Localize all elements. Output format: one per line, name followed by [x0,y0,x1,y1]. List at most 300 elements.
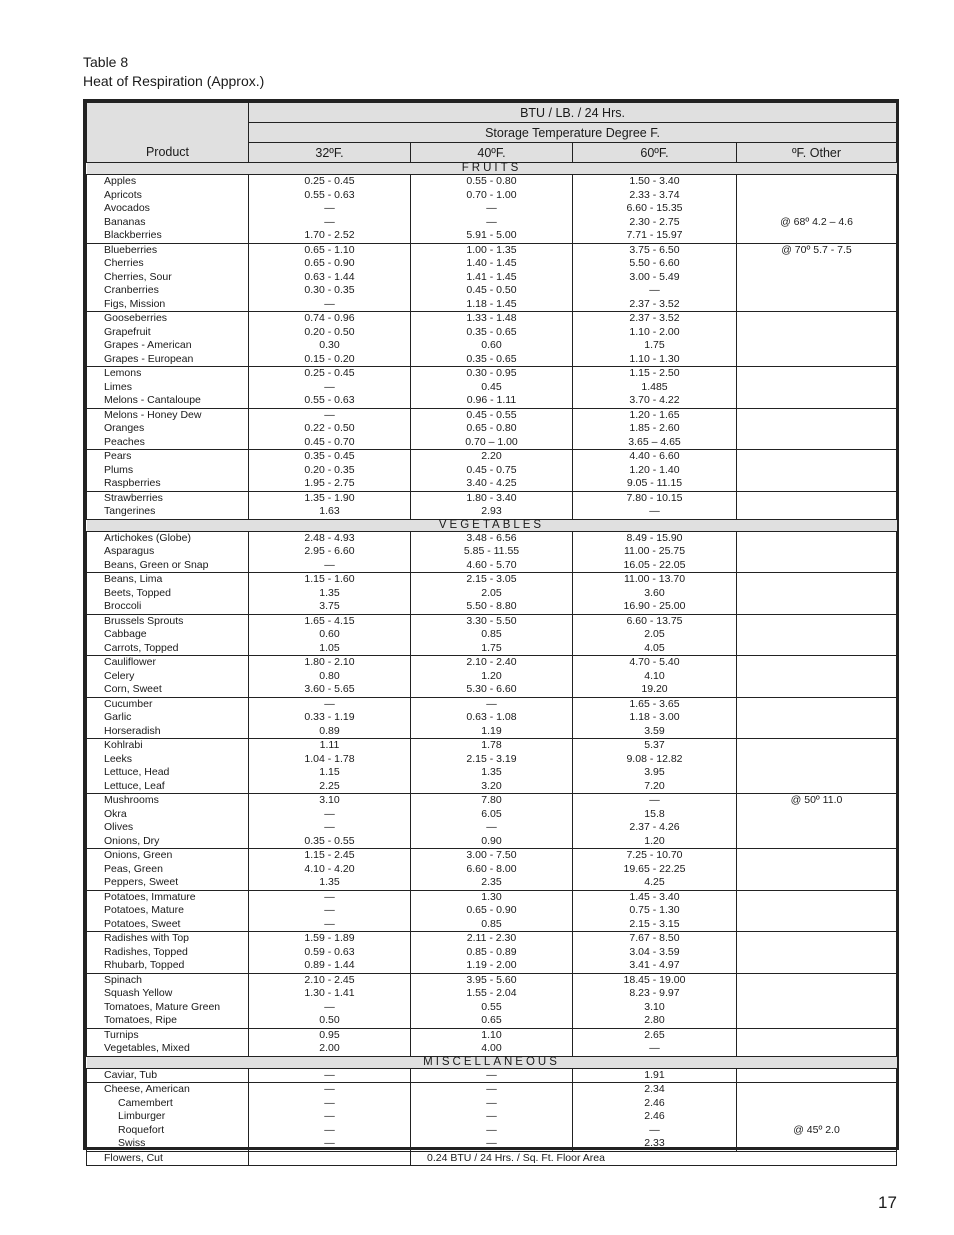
value: 1.20 [481,669,502,682]
value: — [324,1000,335,1013]
value [737,642,896,656]
temp-60f-cell [573,973,737,1028]
value: — [486,215,497,228]
temp-40f-cell [411,243,573,312]
temp-40f-cell [411,531,573,573]
value: 0.59 - 0.63 [304,945,355,958]
value: 16.05 - 22.05 [623,558,686,571]
temp-32f-cell [249,890,411,932]
other-temp-cell [737,175,897,244]
value: 2.80 [644,1014,665,1026]
value: — [649,1123,660,1136]
value [737,683,896,697]
value: 3.65 – 4.65 [628,435,681,448]
temp-32f-cell [249,1151,411,1166]
temp-32f-cell [249,739,411,794]
value: 1.50 - 3.40 [629,175,680,187]
section-header [87,519,897,531]
floor-area-note: 0.24 BTU / 24 Hrs. / Sq. Ft. Floor Area [411,1151,897,1166]
other-temp-cell [737,312,897,367]
value: — [324,1137,335,1149]
row-group [87,697,897,739]
value: 7.71 - 15.97 [626,229,683,241]
value: 4.05 [644,641,665,654]
value: 3.00 - 5.49 [629,270,680,283]
product-cell [87,739,249,794]
product-name: Beans, Green or Snap [104,558,209,571]
value: 3.10 [319,794,340,806]
temp-60f-cell [573,1068,737,1083]
value: 3.41 - 4.97 [629,959,680,971]
value: 1.35 - 1.90 [304,491,355,504]
value: 7.80 - 10.15 [626,491,683,504]
product-cell [87,573,249,615]
value: 0.45 - 0.55 [466,408,517,421]
value: 0.85 - 0.89 [466,945,517,958]
product-name: Beans, Lima [104,573,163,585]
value: — [324,1123,335,1136]
value: 2.11 - 2.30 [466,932,517,944]
product-name: Turnips [104,1028,139,1041]
final-row [87,1151,897,1166]
value: 5.85 - 11.55 [463,545,520,557]
value: 0.45 - 0.50 [466,284,517,296]
value: 0.35 - 0.65 [466,352,517,365]
product-name: Garlic [104,711,132,723]
product-name: Gooseberries [104,312,168,324]
product-name: Olives [104,821,134,833]
temp-32f-cell [249,450,411,492]
value [737,1083,896,1097]
row-group [87,531,897,573]
value: 1.35 [319,586,340,599]
value: — [324,904,335,916]
table-title: Heat of Respiration (Approx.) [83,73,265,89]
product-name: Potatoes, Immature [104,890,196,903]
value [737,711,896,725]
product-name: Artichokes (Globe) [104,531,191,544]
value: 1.20 [644,834,665,847]
value [737,628,896,642]
value: 1.30 [481,890,502,903]
other-temp-cell [737,890,897,932]
value [737,780,896,794]
value: — [486,202,497,214]
temp-40f-cell [411,973,573,1028]
product-name: Melons - Cantaloupe [104,394,201,406]
value: 19.20 [641,683,668,695]
value: 3.40 - 4.25 [466,477,517,489]
column-header-product: Product [87,143,249,163]
value: 7.67 - 8.50 [629,932,680,944]
row-group [87,973,897,1028]
value: — [486,1096,497,1109]
value: 2.05 [644,628,665,640]
value: 1.75 [481,641,502,654]
product-name: Potatoes, Mature [104,904,184,916]
value: 2.20 [481,450,502,462]
value: 2.15 - 3.15 [629,917,680,930]
other-temp-cell [737,794,897,849]
column-header-32f: 32ºF. [249,143,411,163]
value: 1.04 - 1.78 [304,752,355,765]
product-cell [87,656,249,698]
value: — [324,821,335,833]
product-name: Roquefort [118,1123,165,1136]
row-group [87,491,897,519]
product-cell [87,614,249,656]
value [737,339,896,353]
value: — [324,297,335,310]
value [737,464,896,478]
page-number: 17 [878,1193,897,1212]
value: 5.91 - 5.00 [466,229,517,241]
temp-40f-cell [411,739,573,794]
value: 4.25 [644,876,665,888]
value: 0.65 - 1.10 [304,243,355,256]
value [737,573,896,587]
value [737,1137,896,1151]
value: 1.485 [641,380,668,393]
temp-32f-cell [249,932,411,974]
value: 0.25 - 0.45 [304,175,355,187]
row-group [87,1068,897,1083]
value: 2.46 [644,1110,665,1122]
temp-60f-cell [573,1083,737,1152]
product-name: Melons - Honey Dew [104,408,202,421]
other-temp-cell [737,1028,897,1056]
value: 0.60 [319,628,340,640]
value: 0.63 - 1.44 [304,270,355,283]
other-temp-cell [737,1083,897,1152]
row-group [87,1028,897,1056]
value: 2.37 - 3.52 [629,312,680,324]
value: — [324,917,335,930]
value: 4.00 [481,1042,502,1054]
row-group [87,367,897,409]
value [737,422,896,436]
value: 6.60 - 8.00 [466,862,517,875]
temp-60f-cell [573,849,737,891]
value [737,257,896,271]
value: — [486,1137,497,1149]
other-temp-cell [737,531,897,573]
value: 0.33 - 1.19 [304,711,355,723]
temp-32f-cell [249,1068,411,1083]
product-name: Blackberries [104,229,162,241]
value: 0.70 - 1.00 [466,188,517,201]
row-group [87,794,897,849]
value: — [324,1068,335,1081]
value: 1.55 - 2.04 [466,987,517,999]
value: 1.80 - 3.40 [466,491,517,504]
value: 1.78 [481,739,502,751]
value [737,600,896,614]
product-name: Spinach [104,973,142,986]
column-header-60f: 60ºF. [573,143,737,163]
product-cell [87,450,249,492]
temp-40f-cell [411,849,573,891]
column-header-40f: 40ºF. [411,143,573,163]
product-name: Grapes - European [104,352,194,365]
product-cell [87,175,249,244]
temp-32f-cell [249,312,411,367]
value: 1.10 - 2.00 [629,325,680,338]
temp-32f-cell [249,491,411,519]
product-name: Cranberries [104,284,159,296]
product-name: Broccoli [104,600,142,612]
product-name: Avocados [104,202,150,214]
value [737,698,896,712]
value: 0.80 [319,669,340,682]
value: 1.15 - 1.60 [304,573,355,585]
temp-40f-cell [411,656,573,698]
temp-32f-cell [249,175,411,244]
table-caption [83,53,264,91]
section-title: MISCELLANEOUS [87,1056,897,1068]
temp-32f-cell [249,243,411,312]
product-name: Flowers, Cut [104,1151,163,1164]
value: 1.20 - 1.65 [629,408,680,421]
row-group [87,1083,897,1152]
product-name: Tangerines [104,505,156,517]
value [737,284,896,298]
value [737,367,896,381]
temp-60f-cell [573,408,737,450]
product-name: Horseradish [104,724,161,737]
temp-32f-cell [249,614,411,656]
product-name: Tomatoes, Mature Green [104,1000,221,1013]
row-group [87,243,897,312]
value: 6.60 - 15.35 [626,202,683,214]
value: 18.45 - 19.00 [623,973,686,986]
product-name: Mushrooms [104,794,159,806]
value: 2.35 [481,876,502,888]
value: 3.75 - 6.50 [629,243,680,256]
value: — [324,807,335,820]
value [737,189,896,203]
product-name: Limes [104,380,133,393]
product-name: Beets, Topped [104,586,171,599]
value [737,436,896,450]
value: 0.30 [319,339,340,351]
value [737,298,896,312]
value [737,753,896,767]
temp-60f-cell [573,932,737,974]
value: @ 70º 5.7 - 7.5 [781,243,852,256]
product-name: Tomatoes, Ripe [104,1014,177,1026]
product-name: Apples [104,175,137,187]
temp-32f-cell [249,531,411,573]
product-name: Camembert [118,1096,173,1109]
temp-32f-cell [249,367,411,409]
value: 19.65 - 22.25 [623,862,686,875]
value: 0.30 - 0.35 [304,284,355,296]
section-header [87,1056,897,1068]
row-group [87,408,897,450]
product-cell [87,932,249,974]
value: 1.15 - 2.45 [304,849,355,861]
value: 3.95 - 5.60 [466,973,517,986]
value: 15.8 [644,807,665,820]
temp-60f-cell [573,794,737,849]
value: 0.55 [481,1000,502,1013]
row-group [87,450,897,492]
value: 0.20 - 0.35 [304,463,355,476]
product-cell [87,1068,249,1083]
value [737,271,896,285]
value: 4.70 - 5.40 [629,656,680,668]
value: 4.60 - 5.70 [466,558,517,571]
value: — [649,1042,660,1054]
product-cell [87,491,249,519]
value: @ 68º 4.2 – 4.6 [780,215,853,228]
value: 3.70 - 4.22 [629,394,680,406]
temp-32f-cell [249,573,411,615]
value [737,450,896,464]
value: 1.95 - 2.75 [304,477,355,489]
value: 5.30 - 6.60 [466,683,517,695]
product-cell [87,1151,249,1166]
section-header [87,163,897,175]
value [737,477,896,491]
value: 3.30 - 5.50 [466,614,517,627]
value: 3.20 [481,779,502,792]
value: — [649,505,660,517]
value: 3.75 [319,600,340,612]
product-cell [87,367,249,409]
product-name: Potatoes, Sweet [104,917,181,930]
value: 3.10 [644,1000,665,1013]
value: — [324,202,335,214]
value: 3.60 [644,586,665,599]
value: 3.60 - 5.65 [304,683,355,695]
temp-60f-cell [573,243,737,312]
product-name: Lemons [104,367,142,379]
value [737,725,896,739]
temp-40f-cell [411,312,573,367]
value: 2.48 - 4.93 [304,531,355,544]
temp-32f-cell [249,794,411,849]
value [737,739,896,753]
temp-60f-cell [573,614,737,656]
temp-40f-cell [411,573,573,615]
value: 5.50 - 6.60 [629,257,680,269]
value [737,532,896,546]
value: 1.63 [319,505,340,517]
product-name: Radishes, Topped [104,945,188,958]
value: — [324,408,335,421]
product-cell [87,408,249,450]
row-group [87,932,897,974]
value: — [649,284,660,296]
value: 1.10 - 1.30 [629,352,680,365]
value: — [649,794,660,806]
value: 0.45 - 0.75 [466,463,517,476]
value [737,202,896,216]
value [737,821,896,835]
other-temp-cell [737,573,897,615]
product-name: Carrots, Topped [104,641,179,654]
product-name: Okra [104,807,127,820]
product-name: Pears [104,450,132,462]
value: 1.15 [319,766,340,778]
value: 7.80 [481,794,502,806]
temp-40f-cell [411,367,573,409]
value: 2.46 [644,1096,665,1109]
value: 1.00 - 1.35 [466,243,517,256]
value: @ 50º 11.0 [790,794,843,806]
value: 1.10 [481,1028,502,1041]
value: 1.65 - 3.65 [629,697,680,710]
temp-40f-cell [411,890,573,932]
section-title: FRUITS [87,163,897,175]
value: 2.34 [644,1083,665,1095]
value: 1.19 - 2.00 [466,959,517,971]
product-name: Cabbage [104,628,147,640]
value: 1.11 [319,739,340,751]
other-temp-cell [737,739,897,794]
other-temp-cell [737,491,897,519]
value: — [486,1123,497,1136]
product-name: Cherries [104,257,144,269]
value [737,229,896,243]
row-group [87,614,897,656]
value: 1.45 - 3.40 [629,890,680,903]
product-name: Limburger [118,1110,166,1122]
temp-60f-cell [573,656,737,698]
value: 1.85 - 2.60 [629,422,680,434]
value: — [486,1083,497,1095]
value: 0.74 - 0.96 [304,312,355,324]
row-group [87,312,897,367]
value: 1.35 [319,876,340,888]
value: 1.59 - 1.89 [304,932,355,944]
value [737,1097,896,1111]
other-temp-cell [737,408,897,450]
product-name: Squash Yellow [104,987,173,999]
value: 9.05 - 11.15 [626,477,683,489]
value: 1.30 - 1.41 [304,987,355,999]
value: 4.40 - 6.60 [629,450,680,462]
temp-32f-cell [249,973,411,1028]
temp-40f-cell [411,1083,573,1152]
value: 2.15 - 3.05 [466,573,517,585]
value [737,394,896,408]
temp-32f-cell [249,1028,411,1056]
temp-40f-cell [411,450,573,492]
value: — [324,697,335,710]
temp-60f-cell [573,312,737,367]
other-temp-cell [737,614,897,656]
value: 2.15 - 3.19 [466,752,517,765]
value: 0.35 - 0.55 [304,834,355,847]
value: 2.33 - 3.74 [629,188,680,201]
value: 1.33 - 1.48 [466,312,517,324]
value [737,492,896,506]
product-name: Corn, Sweet [104,683,162,695]
other-temp-cell [737,1068,897,1083]
value: 0.65 - 0.80 [466,422,517,434]
value [737,863,896,877]
value [737,559,896,573]
value [737,959,896,973]
temp-40f-cell [411,932,573,974]
value: — [324,1096,335,1109]
value: 3.59 [644,724,665,737]
value [737,891,896,905]
temp-40f-cell [411,491,573,519]
